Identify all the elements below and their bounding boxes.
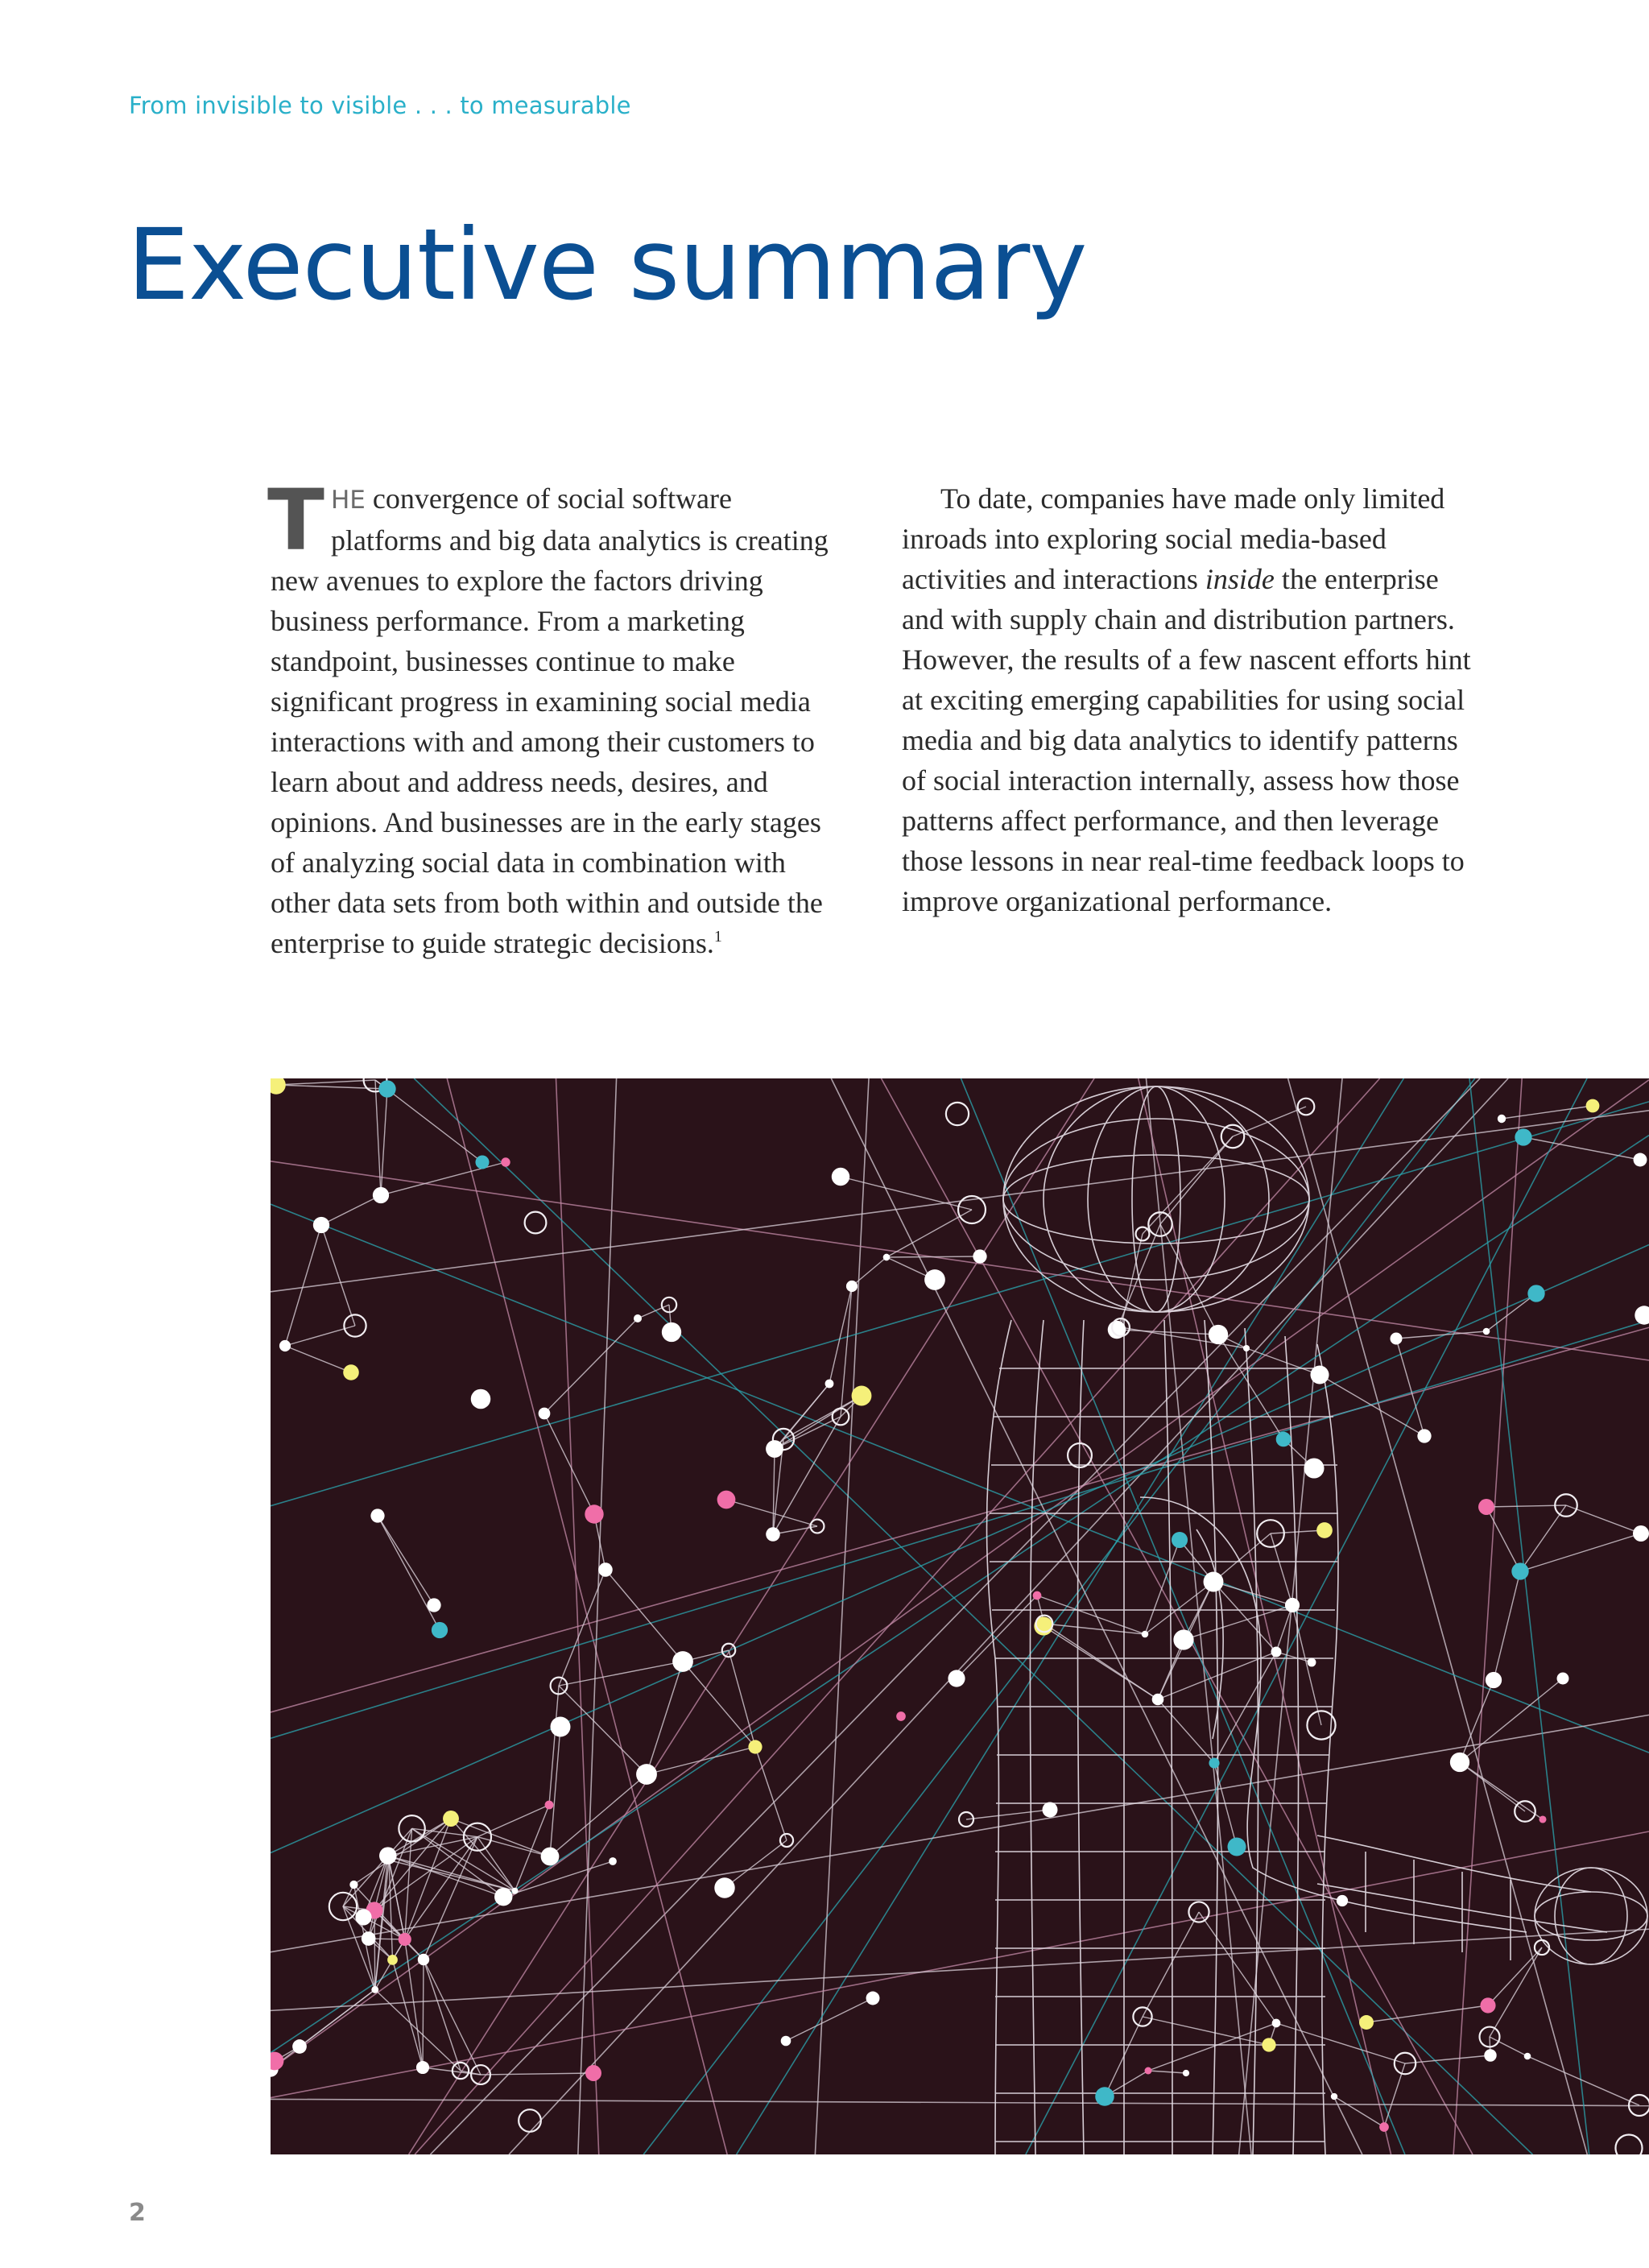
network-node	[717, 1491, 736, 1509]
network-links	[271, 1078, 1649, 2154]
network-link	[1523, 1137, 1640, 1160]
network-node	[1379, 2122, 1389, 2132]
network-link	[321, 1195, 381, 1225]
network-node	[349, 1881, 357, 1889]
network-link	[393, 1960, 423, 2067]
network-node	[371, 1986, 378, 1993]
network-node	[846, 1281, 858, 1292]
network-link	[1214, 1652, 1276, 1763]
network-link	[451, 1819, 515, 1891]
network-line	[1288, 1078, 1588, 2154]
network-link	[451, 1819, 550, 1856]
network-node	[378, 1080, 395, 1097]
network-node	[1337, 1895, 1348, 1906]
network-node	[355, 1909, 371, 1925]
network-node	[343, 1364, 359, 1380]
network-node	[1484, 2049, 1496, 2061]
network-link	[544, 1318, 638, 1413]
network-node	[370, 1509, 384, 1522]
network-ring-node	[525, 1212, 547, 1234]
lead-in: HE	[330, 486, 366, 515]
network-link	[729, 1650, 755, 1747]
network-link	[559, 1686, 647, 1774]
network-link	[1213, 1533, 1271, 1582]
network-line	[509, 1078, 1508, 2154]
network-node	[1450, 1753, 1469, 1772]
network-node	[539, 1408, 551, 1420]
network-node	[1204, 1572, 1224, 1592]
network-link	[559, 1570, 605, 1686]
network-node	[494, 1888, 512, 1906]
network-link	[1145, 1582, 1213, 1634]
network-link	[1158, 1699, 1214, 1763]
network-link	[381, 1089, 387, 1195]
network-line	[409, 1078, 1094, 2154]
network-node	[399, 1933, 411, 1946]
network-node	[1480, 1997, 1495, 2013]
network-node	[1033, 1591, 1042, 1600]
network-line	[271, 1831, 1649, 2098]
network-line	[1239, 1078, 1342, 2154]
network-link	[549, 1686, 559, 1805]
network-node	[1262, 2038, 1275, 2051]
network-node	[948, 1670, 965, 1687]
network-node	[598, 1562, 612, 1576]
network-node	[825, 1380, 834, 1389]
network-illustration-svg	[271, 1078, 1649, 2154]
figure-hand	[1535, 1868, 1647, 1964]
network-link	[852, 1257, 886, 1286]
running-head: From invisible to visible . . . to measurable	[129, 92, 631, 119]
network-link	[405, 1837, 477, 1939]
network-link	[1199, 1912, 1276, 2023]
network-line	[1139, 1078, 1391, 2154]
network-line	[643, 1078, 1475, 2154]
left-column-text: convergence of social software platforms and big data analytics is creating new avenues to explore the factors driving business performance. From a marketing standpoint, businesses continue to make significant progress in examining social media interactions with and among their customers to learn about and address needs, desires, and opinions. And businesses are in the early stages of analyzing social data in combination with other data sets from both within and outside the enterprise to guide strategic decisions.	[271, 482, 829, 959]
network-node	[1417, 1429, 1431, 1442]
network-node	[443, 1811, 459, 1827]
network-node	[1209, 1757, 1219, 1768]
network-node	[1209, 1325, 1228, 1344]
network-node	[1316, 1522, 1333, 1538]
network-line	[271, 1161, 1649, 1360]
network-link	[1148, 2023, 1276, 2071]
network-link	[1488, 1947, 1542, 2005]
network-link	[1566, 1505, 1641, 1533]
network-link	[388, 1856, 503, 1897]
network-link	[321, 1225, 355, 1326]
network-ring-node	[519, 2109, 541, 2132]
network-node	[924, 1269, 945, 1290]
network-link	[1271, 1533, 1292, 1605]
network-link	[1143, 2017, 1269, 2045]
network-node	[271, 2052, 283, 2071]
network-line	[271, 1245, 1649, 1853]
network-node	[1331, 2093, 1337, 2100]
network-node	[416, 2061, 429, 2074]
network-link	[1320, 1375, 1424, 1436]
network-node	[1511, 1562, 1528, 1579]
network-node	[1304, 1458, 1324, 1478]
network-node	[418, 1954, 429, 1965]
network-link	[841, 1177, 972, 1210]
network-link	[829, 1286, 852, 1384]
network-line	[1026, 1078, 1587, 2154]
left-column-paragraph	[267, 471, 845, 963]
network-link	[1520, 1533, 1641, 1571]
network-node	[1483, 1328, 1490, 1335]
network-link	[1271, 1530, 1325, 1533]
network-node	[1527, 1285, 1544, 1302]
network-link	[550, 1774, 647, 1856]
network-node	[634, 1314, 642, 1322]
network-node	[973, 1249, 986, 1263]
network-link	[276, 1080, 375, 1085]
network-node	[279, 1340, 291, 1351]
network-node	[1152, 1694, 1164, 1706]
network-node	[1486, 1672, 1502, 1688]
network-line	[414, 1078, 1532, 2154]
network-node	[1359, 2015, 1374, 2030]
network-node	[766, 1527, 780, 1542]
network-node	[1272, 2019, 1281, 2028]
network-node	[852, 1386, 872, 1406]
network-link	[1160, 1136, 1233, 1224]
network-link	[841, 1286, 852, 1417]
network-node	[1227, 1837, 1246, 1856]
network-node	[748, 1740, 762, 1753]
network-node	[781, 2036, 791, 2047]
network-link	[378, 1516, 440, 1630]
network-link	[1494, 1571, 1520, 1680]
network-node	[1586, 1099, 1600, 1113]
network-nodes	[271, 1078, 1649, 2154]
network-node	[1524, 2053, 1531, 2060]
network-link	[559, 1662, 683, 1686]
network-node	[362, 1931, 376, 1946]
network-node	[1310, 1365, 1329, 1384]
network-link	[300, 1989, 375, 2047]
network-link	[647, 1747, 755, 1774]
network-node	[551, 1717, 571, 1737]
network-link	[725, 1840, 787, 1888]
network-node	[1390, 1332, 1402, 1344]
network-line	[271, 1929, 1649, 2010]
network-link	[424, 1960, 461, 2071]
network-line	[271, 1715, 1649, 1951]
network-line	[961, 1078, 1404, 2154]
network-node	[1539, 1815, 1546, 1823]
network-link	[966, 1810, 1050, 1819]
network-node	[1183, 2070, 1189, 2076]
network-node	[1095, 2087, 1114, 2106]
network-node	[585, 2065, 601, 2081]
network-link	[775, 1384, 829, 1449]
network-line	[271, 1135, 1649, 2052]
network-link	[375, 1080, 381, 1195]
network-link	[276, 1085, 387, 1089]
network-node	[585, 1504, 603, 1523]
network-node	[1271, 1647, 1282, 1658]
network-node	[672, 1651, 693, 1672]
network-node	[471, 1389, 491, 1409]
network-node	[1308, 1658, 1316, 1667]
network-link	[1460, 1762, 1543, 1819]
network-node	[896, 1711, 906, 1721]
network-node	[432, 1622, 448, 1638]
network-node	[636, 1764, 657, 1785]
network-link	[683, 1662, 755, 1747]
network-node	[1142, 1631, 1149, 1638]
network-link	[1460, 1762, 1525, 1811]
network-link	[726, 1500, 817, 1526]
network-node	[1634, 1153, 1647, 1167]
network-link	[1460, 1680, 1494, 1762]
footnote-ref: 1	[713, 928, 722, 946]
network-node	[475, 1155, 489, 1169]
network-node	[1498, 1115, 1506, 1123]
network-line	[271, 1327, 1649, 1712]
network-node	[1633, 1525, 1649, 1542]
page-number: 2	[129, 2199, 146, 2227]
network-link	[886, 1256, 980, 1257]
network-line	[271, 1080, 1649, 2070]
network-link	[423, 1960, 424, 2067]
network-node	[1042, 1802, 1057, 1817]
network-node	[832, 1168, 849, 1186]
network-link	[424, 1960, 481, 2075]
network-node	[883, 1254, 891, 1261]
network-node	[379, 1847, 397, 1864]
network-link	[378, 1516, 434, 1605]
right-column-text-start: To date, companies have made only limited inroads into exploring social media-based activities and interactions	[902, 482, 1445, 595]
network-node	[292, 2039, 307, 2054]
network-line	[578, 1078, 617, 2154]
network-node	[1276, 1432, 1292, 1447]
network-node	[427, 1598, 440, 1612]
network-link	[1520, 1505, 1566, 1571]
network-node	[1478, 1499, 1494, 1515]
network-line	[271, 1111, 1649, 1292]
network-link	[1490, 1947, 1542, 2037]
network-link	[1044, 1624, 1158, 1699]
network-node	[662, 1322, 681, 1342]
right-column-text-end: the enterprise and with supply chain and distribution partners. However, the results of a few nascent efforts hint at exciting emerging capabilities for using social media and big data analytics to identify patterns of social interaction internally, assess how those patterns affect performance, and then leverage those lessons in near real-time feedback loops to improve organizational performance.	[902, 563, 1471, 917]
network-node	[714, 1877, 734, 1898]
network-node	[501, 1157, 510, 1166]
network-link	[544, 1413, 594, 1514]
network-link	[424, 1837, 477, 1960]
network-link	[1366, 2005, 1488, 2022]
network-node	[271, 1078, 286, 1095]
right-column-italic: inside	[1205, 563, 1275, 595]
network-link	[285, 1346, 351, 1372]
network-node	[1145, 2067, 1152, 2075]
network-node	[1557, 1673, 1569, 1685]
network-node	[1285, 1598, 1300, 1612]
network-node	[1243, 1345, 1250, 1351]
drop-cap: T	[267, 471, 324, 569]
right-column-paragraph	[902, 478, 1482, 921]
network-ring-node	[946, 1103, 969, 1125]
network-node	[512, 1888, 519, 1894]
network-link	[1117, 1330, 1218, 1335]
network-ring-node	[1615, 2134, 1642, 2154]
network-node	[545, 1801, 554, 1810]
network-line	[271, 1204, 1649, 1753]
network-node	[313, 1217, 329, 1233]
network-node	[866, 1992, 880, 2005]
network-node	[541, 1848, 560, 1866]
network-node	[373, 1187, 389, 1203]
network-line	[815, 1078, 869, 2154]
network-node	[1172, 1532, 1188, 1548]
network-illustration	[271, 1078, 1649, 2154]
network-link	[1502, 1106, 1593, 1119]
network-link	[1405, 2055, 1490, 2063]
network-node	[766, 1440, 783, 1458]
network-node	[1173, 1629, 1193, 1649]
network-link	[775, 1396, 862, 1449]
network-link	[1460, 1678, 1563, 1762]
network-link	[550, 1727, 560, 1856]
network-line	[737, 1078, 1404, 2154]
network-link	[638, 1305, 669, 1318]
network-link	[481, 2073, 593, 2075]
network-node	[609, 1857, 617, 1865]
page-title: Executive summary	[127, 208, 1087, 322]
network-node	[1515, 1128, 1531, 1145]
network-node	[387, 1955, 398, 1965]
network-link	[343, 1828, 412, 1906]
network-link	[1148, 2071, 1186, 2073]
network-node	[1635, 1306, 1649, 1324]
